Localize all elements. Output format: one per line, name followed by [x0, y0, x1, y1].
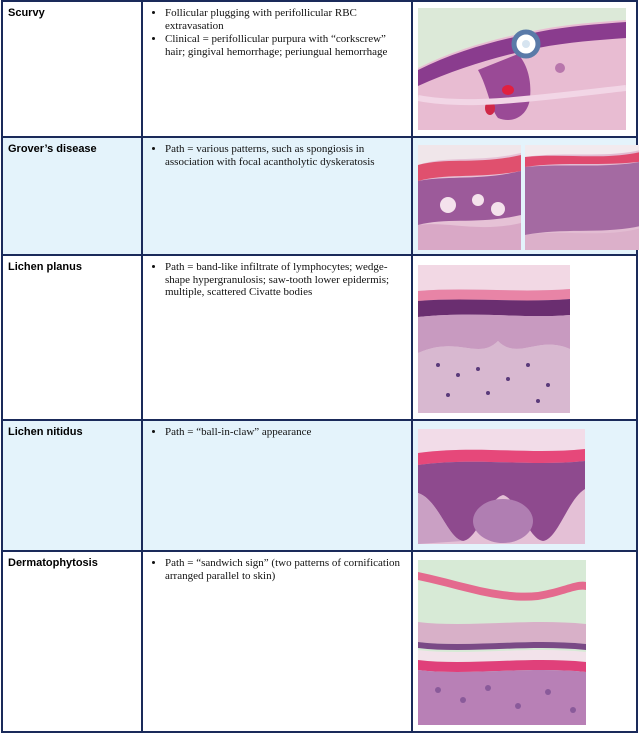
condition-name: Lichen nitidus: [2, 420, 142, 551]
lichen-nitidus-micrograph: [418, 429, 585, 544]
table-row-dermatophytosis: [2, 551, 637, 732]
condition-description: [142, 551, 412, 732]
micrograph-cell: [412, 551, 637, 732]
condition-name: Scurvy: [2, 1, 142, 137]
bullet-point: • Clinical = perifollicular purpura with “corkscrew” hair; gingival hemorrhage; periungual hemorrhage: [165, 33, 405, 58]
grovers-micrograph-left: [418, 145, 521, 250]
condition-description: [142, 255, 412, 420]
pathology-table: [1, 0, 638, 733]
condition-description: [142, 1, 412, 137]
micrograph-cell: [412, 420, 637, 551]
bullet-point: • Path = “ball-in-claw” appearance: [165, 426, 405, 439]
micrograph-cell: [412, 1, 637, 137]
bullet-list: [147, 143, 405, 168]
condition-description: [142, 137, 412, 255]
bullet-point: • Path = band-like infiltrate of lymphocytes; wedge-shape hypergranulosis; saw-tooth lower epidermis; multiple, scattered Civatte bodies: [165, 261, 405, 299]
grovers-micrograph-right: [525, 145, 639, 250]
condition-name: Lichen planus: [2, 255, 142, 420]
table-row-scurvy: [2, 1, 637, 137]
bullet-list: [147, 7, 405, 58]
table-row-lichen-nitidus: [2, 420, 637, 551]
micrograph-cell: [412, 255, 637, 420]
condition-name: Dermatophytosis: [2, 551, 142, 732]
micrograph-cell: [412, 137, 637, 255]
scurvy-micrograph: [418, 8, 626, 130]
bullet-list: [147, 557, 405, 582]
bullet-point: • Path = “sandwich sign” (two patterns of cornification arranged parallel to skin): [165, 557, 405, 582]
table-row-grovers: [2, 137, 637, 255]
condition-description: [142, 420, 412, 551]
lichen-planus-micrograph: [418, 265, 570, 413]
bullet-list: [147, 426, 405, 439]
bullet-point: • Path = various patterns, such as spongiosis in association with focal acantholytic dyskeratosis: [165, 143, 405, 168]
dermatophytosis-micrograph: [418, 560, 586, 725]
condition-name: Grover’s disease: [2, 137, 142, 255]
bullet-list: [147, 261, 405, 299]
table-row-lichen-planus: [2, 255, 637, 420]
bullet-point: • Follicular plugging with perifollicular RBC extravasation: [165, 7, 405, 32]
